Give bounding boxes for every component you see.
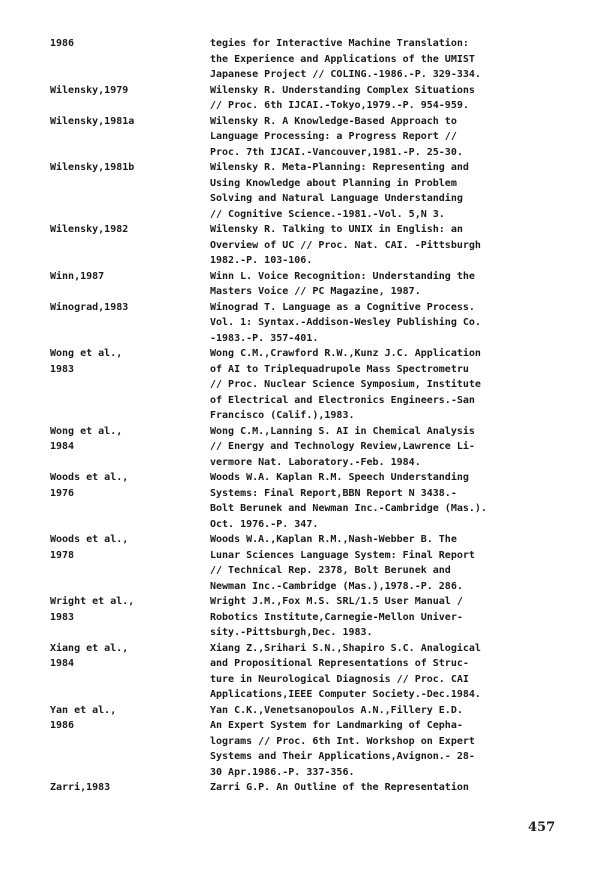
reference-text [210, 222, 560, 269]
reference-text [210, 703, 560, 781]
page-number: 457 [528, 820, 556, 835]
reference-entry [50, 83, 560, 114]
citation-key-line: Woods et al., [50, 472, 129, 483]
citation-key-line: 1984 [50, 441, 75, 452]
citation-key-line: 1983 [50, 611, 75, 623]
reference-text [210, 346, 560, 424]
citation-key [50, 269, 210, 285]
citation-key-line: Wilensky,1982 [50, 224, 129, 235]
reference-line: An Expert System for Landmarking of Cepha- [210, 720, 463, 731]
reference-line: Bolt Berunek and Newman Inc.-Cambridge (Mas.). [210, 503, 487, 514]
citation-key-line: Wilensky,1981b [50, 162, 135, 173]
citation-key [50, 470, 210, 501]
reference-entry [50, 269, 560, 300]
reference-text [210, 424, 560, 471]
reference-line: Applications,IEEE Computer Society.-Dec.1984. [210, 689, 481, 700]
reference-line: lograms // Proc. 6th Int. Workshop on Expert [210, 735, 475, 747]
reference-list [50, 36, 560, 796]
citation-key-line: Wright et al., [50, 596, 135, 607]
citation-key-line: Zarri,1983 [50, 782, 111, 793]
reference-entry [50, 346, 560, 424]
reference-line: Oct. 1976.-P. 347. [210, 518, 319, 530]
reference-line: ture in Neurological Diagnosis // Proc. CAI [210, 673, 469, 685]
citation-key [50, 594, 210, 625]
citation-key [50, 532, 210, 563]
reference-text [210, 300, 560, 347]
reference-text [210, 594, 560, 641]
reference-line: // Proc. Nuclear Science Symposium, Institute [210, 379, 481, 390]
reference-entry [50, 703, 560, 781]
citation-key-line: Winograd,1983 [50, 301, 129, 313]
reference-line: Solving and Natural Language Understanding [210, 193, 463, 204]
citation-key-line: Xiang et al., [50, 642, 129, 654]
reference-line: Wilensky R. Talking to UNIX in English: an [210, 224, 463, 235]
reference-text [210, 269, 560, 300]
reference-line: vermore Nat. Laboratory.-Feb. 1984. [210, 456, 421, 468]
citation-key-line: 1983 [50, 363, 75, 375]
reference-line: Wilensky R. Meta-Planning: Representing and [210, 162, 469, 173]
reference-text [210, 780, 560, 796]
reference-entry [50, 36, 560, 83]
citation-key [50, 424, 210, 455]
reference-line: Wright J.M.,Fox M.S. SRL/1.5 User Manual / [210, 596, 463, 607]
reference-entry [50, 300, 560, 347]
reference-line: tegies for Interactive Machine Translation: [210, 38, 469, 49]
reference-entry [50, 532, 560, 594]
reference-line: Masters Voice // PC Magazine, 1987. [210, 286, 421, 297]
reference-line: Proc. 7th IJCAI.-Vancouver,1981.-P. 25-30. [210, 146, 463, 158]
citation-key-line: Yan et al., [50, 704, 117, 716]
reference-line: Xiang Z.,Srihari S.N.,Shapiro S.C. Analogical [210, 642, 481, 654]
reference-line: Using Knowledge about Planning in Problem [210, 177, 457, 189]
reference-line: Systems and Their Applications,Avignon.- 28- [210, 751, 475, 762]
citation-key-line: 1984 [50, 658, 75, 669]
reference-line: Yan C.K.,Venetsanopoulos A.N.,Fillery E.D. [210, 704, 463, 716]
reference-line: Wong C.M.,Lanning S. AI in Chemical Analysis [210, 425, 475, 437]
reference-entry [50, 780, 560, 796]
reference-line: of Electrical and Electronics Engineers.-San [210, 394, 475, 406]
citation-key [50, 114, 210, 130]
citation-key-line: Wilensky,1979 [50, 84, 129, 96]
reference-text [210, 532, 560, 594]
reference-line: -1983.-P. 357-401. [210, 332, 319, 344]
reference-text [210, 160, 560, 222]
citation-key-line: Wong et al., [50, 348, 123, 359]
reference-text [210, 36, 560, 83]
reference-line: Zarri G.P. An Outline of the Representation [210, 782, 469, 793]
reference-line: // Technical Rep. 2378, Bolt Berunek and [210, 565, 451, 576]
reference-line: Language Processing: a Progress Report // [210, 131, 457, 142]
reference-line: Wilensky R. A Knowledge-Based Approach to [210, 115, 457, 127]
reference-entry [50, 424, 560, 471]
reference-entry [50, 222, 560, 269]
citation-key-line: Winn,1987 [50, 270, 105, 282]
citation-key [50, 703, 210, 734]
citation-key [50, 780, 210, 796]
reference-line: Woods W.A.,Kaplan R.M.,Nash-Webber B. The [210, 534, 457, 545]
citation-key [50, 160, 210, 176]
citation-key [50, 300, 210, 316]
reference-line: Francisco (Calif.),1983. [210, 410, 355, 421]
reference-line: of AI to Triplequadrupole Mass Spectrometru [210, 363, 469, 375]
reference-line: Newman Inc.-Cambridge (Mas.),1978.-P. 286. [210, 580, 463, 592]
citation-key-line: Wong et al., [50, 425, 123, 437]
reference-text [210, 83, 560, 114]
reference-line: Vol. 1: Syntax.-Addison-Wesley Publishing Co. [210, 317, 481, 328]
reference-line: Winograd T. Language as a Cognitive Process. [210, 301, 475, 313]
reference-entry [50, 641, 560, 703]
reference-line: // Proc. 6th IJCAI.-Tokyo,1979.-P. 954-959. [210, 100, 469, 111]
reference-line: Japanese Project // COLING.-1986.-P. 329-334. [210, 69, 481, 80]
reference-line: Robotics Institute,Carnegie-Mellon Univer- [210, 611, 463, 623]
reference-text [210, 470, 560, 532]
citation-key [50, 36, 210, 52]
reference-text [210, 114, 560, 161]
reference-line: Wong C.M.,Crawford R.W.,Kunz J.C. Application [210, 348, 481, 359]
reference-line: and Propositional Representations of Struc- [210, 658, 469, 669]
reference-line: 30 Apr.1986.-P. 337-356. [210, 766, 355, 778]
reference-text [210, 641, 560, 703]
reference-entry [50, 160, 560, 222]
reference-line: // Energy and Technology Review,Lawrence Li- [210, 441, 475, 452]
reference-line: // Cognitive Science.-1981.-Vol. 5,N 3. [210, 208, 445, 220]
citation-key-line: 1986 [50, 38, 75, 49]
citation-key-line: Woods et al., [50, 534, 129, 545]
citation-key-line: Wilensky,1981a [50, 115, 135, 127]
reference-line: Winn L. Voice Recognition: Understanding the [210, 270, 475, 282]
reference-entry [50, 594, 560, 641]
reference-line: Overview of UC // Proc. Nat. CAI. -Pittsburgh [210, 239, 481, 251]
citation-key-line: 1978 [50, 549, 75, 561]
reference-line: 1982.-P. 103-106. [210, 255, 313, 266]
reference-line: Woods W.A. Kaplan R.M. Speech Understanding [210, 472, 469, 483]
citation-key [50, 222, 210, 238]
reference-entry [50, 114, 560, 161]
reference-line: Wilensky R. Understanding Complex Situations [210, 84, 475, 96]
citation-key [50, 83, 210, 99]
citation-key-line: 1986 [50, 720, 75, 731]
reference-line: Lunar Sciences Language System: Final Report [210, 549, 475, 561]
reference-entry [50, 470, 560, 532]
citation-key [50, 641, 210, 672]
citation-key-line: 1976 [50, 487, 75, 499]
reference-line: sity.-Pittsburgh,Dec. 1983. [210, 627, 373, 638]
reference-line: the Experience and Applications of the UMIST [210, 53, 475, 65]
reference-line: Systems: Final Report,BBN Report N 3438.- [210, 487, 457, 499]
citation-key [50, 346, 210, 377]
